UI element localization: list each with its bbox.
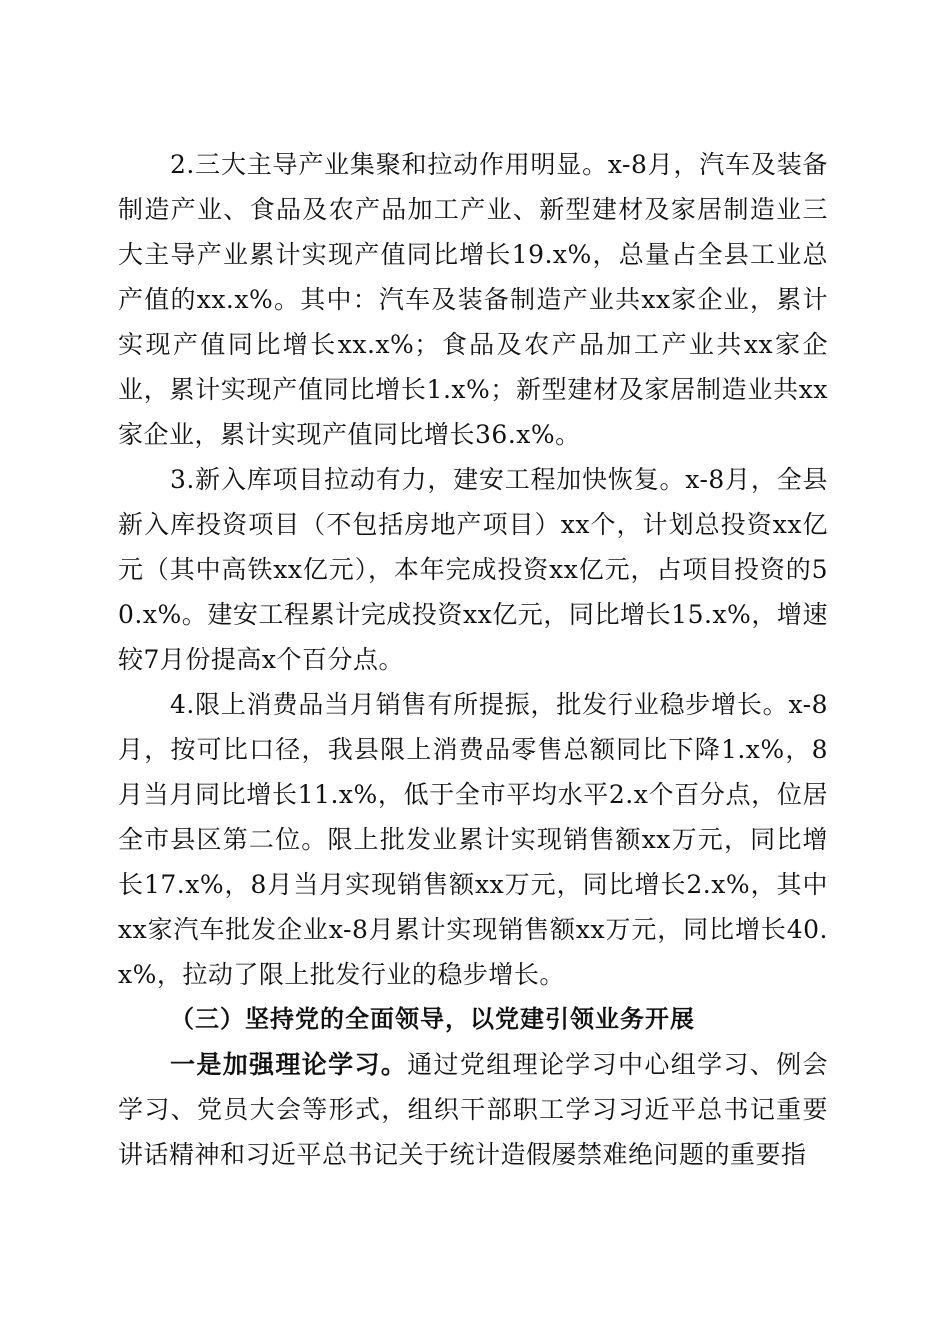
paragraph-new-projects: 3.新入库项目拉动有力，建安工程加快恢复。x-8月，全县新入库投资项目（不包括房地产项目）xx个，计划总投资xx亿元（其中高铁xx亿元），本年完成投资xx亿元，占项目投资的50.x%。建安工程累计完成投资xx亿元，同比增长15.x%，增速较7月份提高x个百分点。 (118, 465, 828, 674)
document-body (118, 142, 828, 1177)
paragraph-body: 通过党组理论学习中心组学习、例会学习、党员大会等形式，组织干部职工学习习近平总书记重要讲话精神和习近平总书记关于统计造假屡禁难绝问题的重要指 (118, 1050, 828, 1169)
paragraph-industry-clusters: 2.三大主导产业集聚和拉动作用明显。x-8月，汽车及装备制造产业、食品及农产品加工产业、新型建材及家居制造业三大主导产业累计实现产值同比增长19.x%，总量占全县工业总产值的xx.x%。其中：汽车及装备制造产业共xx家企业，累计实现产值同比增长xx.x%；食品及农产品加工产业共xx家企业，累计实现产值同比增长1.x%；新型建材及家居制造业共xx家企业，累计实现产值同比增长36.x%。 (118, 150, 828, 449)
section-heading: （三）坚持党的全面领导，以党建引领业务开展 (170, 1005, 695, 1033)
paragraph-theory-study (118, 1042, 828, 1177)
paragraph-lead: 一是加强理论学习。 (170, 1050, 408, 1079)
paragraph-consumer-sales: 4.限上消费品当月销售有所提振，批发行业稳步增长。x-8月，按可比口径，我县限上消费品零售总额同比下降1.x%，8月当月同比增长11.x%，低于全市平均水平2.x个百分点，位居全市县区第二位。限上批发业累计实现销售额xx万元，同比增长17.x%，8月当月实现销售额xx万元，同比增长2.x%，其中xx家汽车批发企业x-8月累计实现销售额xx万元，同比增长40.x%，拉动了限上批发行业的稳步增长。 (118, 690, 828, 989)
